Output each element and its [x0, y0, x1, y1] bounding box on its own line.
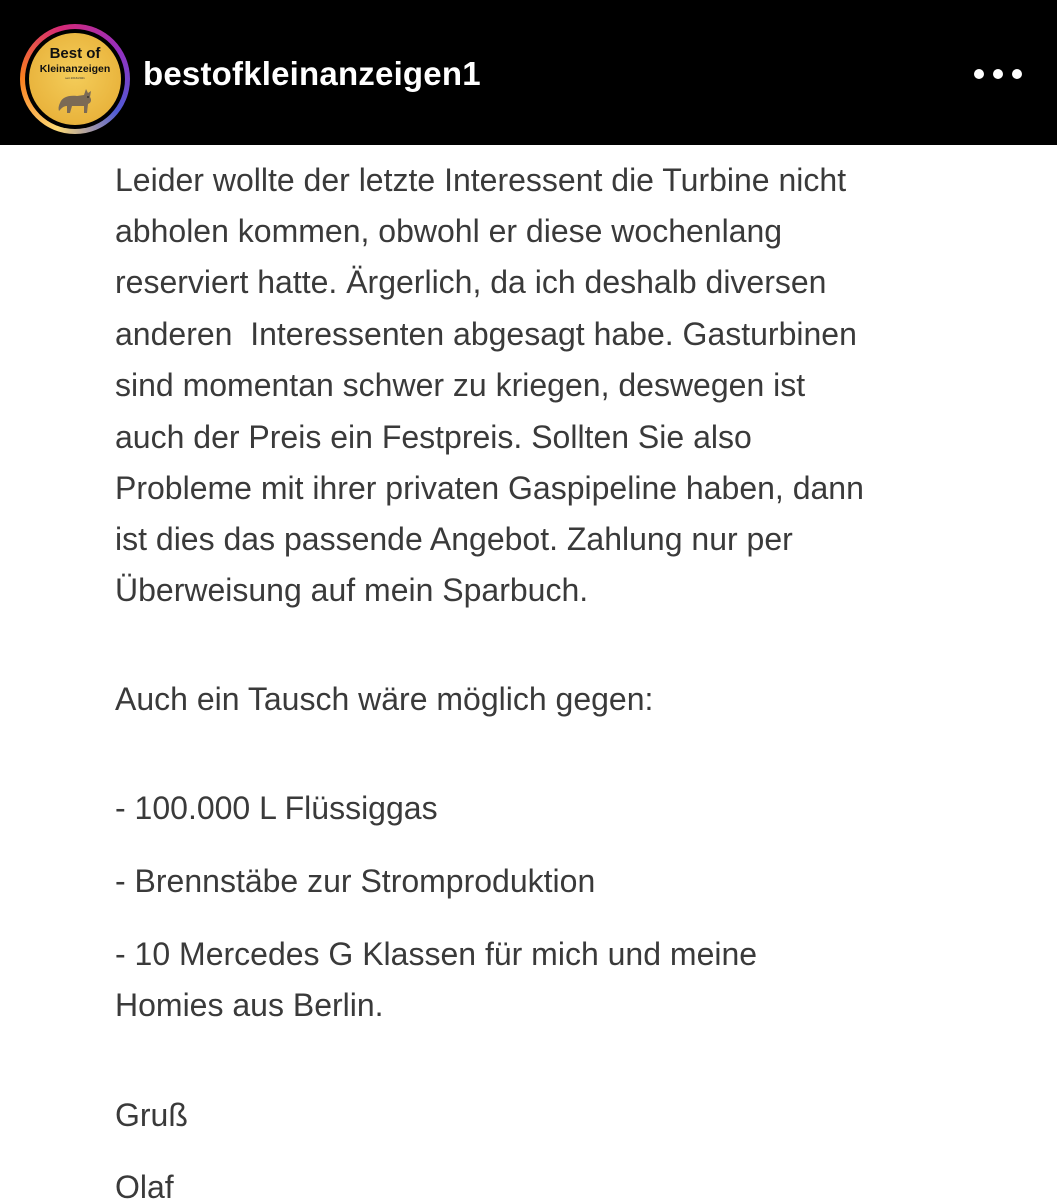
paragraph-line: Probleme mit ihrer privaten Gaspipeline haben, dann: [115, 470, 864, 506]
paragraph-line: anderen Interessenten abgesagt habe. Gasturbinen: [115, 316, 857, 352]
avatar[interactable]: [29, 33, 121, 125]
avatar-logo-tagline: seit 2016/2021: [65, 76, 85, 80]
exchange-intro: Auch ein Tausch wäre möglich gegen:: [115, 681, 654, 717]
list-item: - 10 Mercedes G Klassen für mich und meine: [115, 936, 758, 972]
avatar-logo-subtitle: Kleinanzeigen: [39, 63, 111, 75]
paragraph-line: abholen kommen, obwohl er diese wochenlang: [115, 213, 783, 249]
story-ring[interactable]: [20, 24, 130, 134]
paragraph-line: Überweisung auf mein Sparbuch.: [115, 572, 589, 608]
list-item-continuation: Homies aus Berlin.: [115, 987, 384, 1023]
avatar-logo-title: Best of: [49, 45, 101, 62]
more-horizontal-icon: [974, 69, 984, 79]
paragraph-line: Leider wollte der letzte Interessent die Turbine nicht: [115, 162, 847, 198]
signature: Olaf: [115, 1169, 174, 1200]
list-item: - Brennstäbe zur Stromproduktion: [115, 863, 596, 899]
more-options-button[interactable]: [970, 60, 1026, 88]
paragraph-line: reserviert hatte. Ärgerlich, da ich deshalb diversen: [115, 264, 827, 300]
cat-icon: [57, 83, 95, 117]
greeting: Gruß: [115, 1097, 188, 1133]
list-item: - 100.000 L Flüssiggas: [115, 790, 438, 826]
paragraph-line: sind momentan schwer zu kriegen, deswegen ist: [115, 367, 806, 403]
paragraph-line: auch der Preis ein Festpreis. Sollten Sie also: [115, 419, 752, 455]
post-header: [0, 0, 1057, 145]
username-link[interactable]: bestofkleinanzeigen1: [143, 55, 481, 92]
paragraph-line: ist dies das passende Angebot. Zahlung nur per: [115, 521, 793, 557]
